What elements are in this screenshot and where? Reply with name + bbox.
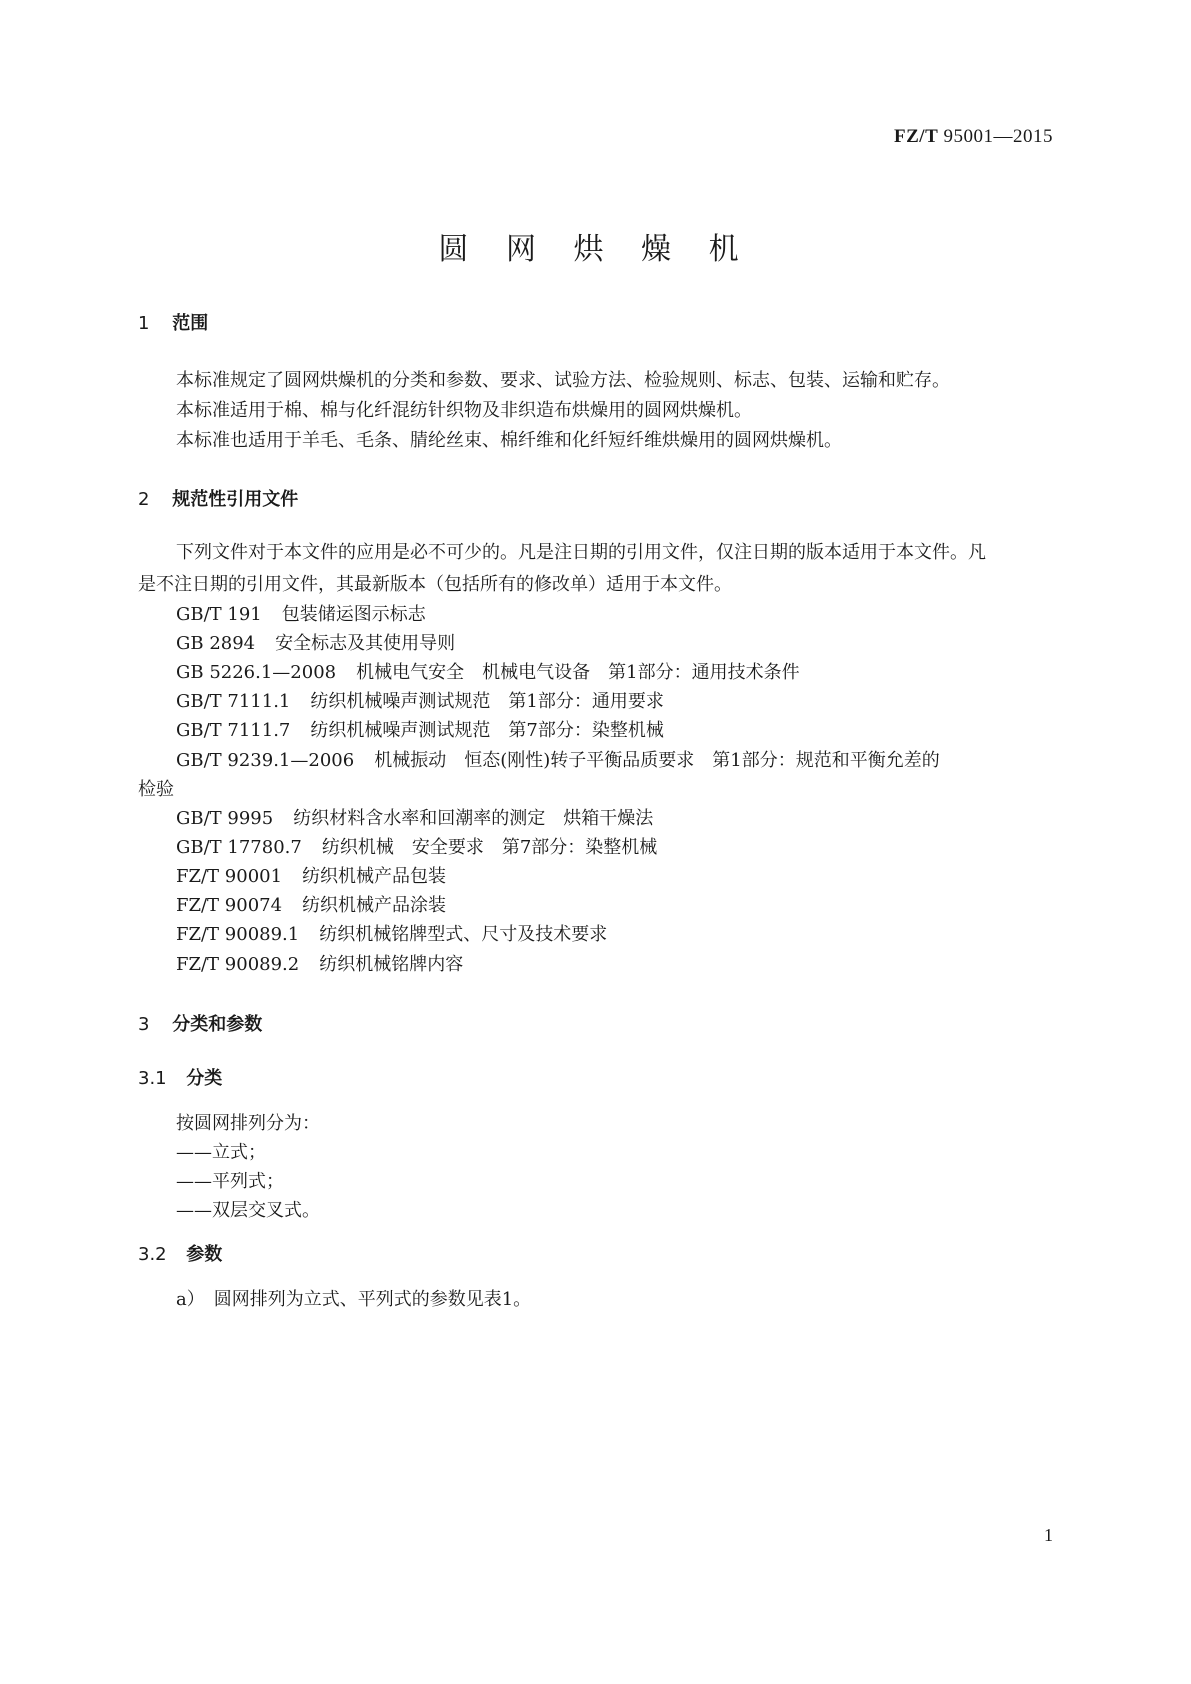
section-title: 参数 [186,1244,223,1265]
reference-item [176,920,607,946]
reference-item [176,687,664,713]
page-number: 1 [1044,1525,1053,1545]
section-number: 3.2 [138,1244,167,1265]
reference-title: 安全标志及其使用导则 [275,633,456,654]
reference-item [176,658,800,684]
reference-code: FZ/T 90089.2 [176,954,300,975]
paragraph: 按圆网排列分为： [176,1113,320,1134]
section-number: 3 [138,1014,150,1035]
reference-title: 纺织材料含水率和回潮率的测定 烘箱干燥法 [293,808,654,829]
reference-continuation: 检验 [138,779,174,800]
paragraph: 本标准规定了圆网烘燥机的分类和参数、要求、试验方法、检验规则、标志、包装、运输和贮存。 [176,370,950,391]
reference-code: FZ/T 90001 [176,866,283,887]
reference-title: 纺织机械铭牌型式、尺寸及技术要求 [319,924,608,945]
reference-title: 纺织机械 安全要求 第7部分：染整机械 [321,837,658,858]
reference-title: 包装储运图示标志 [281,604,426,625]
reference-code: GB/T 17780.7 [176,837,302,858]
reference-title: 纺织机械噪声测试规范 第1部分：通用要求 [310,691,664,712]
reference-code: GB/T 7111.1 [176,691,291,712]
list-item: ——立式； [176,1142,266,1163]
reference-item [176,600,426,626]
reference-code: GB/T 191 [176,604,262,625]
reference-item [176,716,664,742]
reference-code: FZ/T 90074 [176,895,283,916]
section-number: 2 [138,489,150,510]
reference-item [176,950,463,976]
intro-paragraph: 下列文件对于本文件的应用是必不可少的。凡是注日期的引用文件，仅注日期的版本适用于本文件。凡是不注日期的引用文件，其最新版本（包括所有的修改单）适用于本文件。 [138,542,986,595]
reference-item [176,891,446,917]
section-1-heading [138,309,208,335]
section-title: 分类和参数 [172,1014,263,1035]
reference-title: 纺织机械噪声测试规范 第7部分：染整机械 [310,720,664,741]
reference-item [176,804,653,830]
section-title: 范围 [172,313,209,334]
reference-code: GB/T 9239.1—2006 [176,750,355,771]
reference-item [176,833,657,859]
reference-code: GB 5226.1—2008 [176,662,337,683]
document-title: 圆 网 烘 燥 机 [438,232,753,267]
subsection-3-1-heading [138,1064,222,1090]
reference-item [176,746,940,772]
reference-item [176,862,446,888]
reference-code: GB 2894 [176,633,256,654]
reference-code: GB/T 7111.7 [176,720,291,741]
reference-title: 机械电气安全 机械电气设备 第1部分：通用技术条件 [356,662,800,683]
section-number: 1 [138,313,150,334]
paragraph: 本标准也适用于羊毛、毛条、腈纶丝束、棉纤维和化纤短纤维烘燥用的圆网烘燥机。 [176,430,842,451]
section-title: 分类 [186,1068,223,1089]
paragraph: 本标准适用于棉、棉与化纤混纺针织物及非织造布烘燥用的圆网烘燥机。 [176,400,752,421]
reference-code: FZ/T 90089.1 [176,924,300,945]
reference-title: 纺织机械产品涂装 [302,895,447,916]
reference-title: 机械振动 恒态(刚性)转子平衡品质要求 第1部分：规范和平衡允差的 [374,750,940,771]
reference-item [176,629,455,655]
list-item: ——平列式； [176,1171,284,1192]
list-item: ——双层交叉式。 [176,1200,320,1221]
reference-title: 纺织机械铭牌内容 [319,954,464,975]
reference-code: GB/T 9995 [176,808,274,829]
section-number: 3.1 [138,1068,167,1089]
standard-code-number: 95001—2015 [943,126,1053,147]
subsection-3-2-heading [138,1240,222,1266]
standard-code [894,126,1053,148]
list-item: a） 圆网排列为立式、平列式的参数见表1。 [176,1289,532,1310]
reference-title: 纺织机械产品包装 [302,866,447,887]
section-2-heading [138,485,298,511]
section-3-heading [138,1010,262,1036]
section-title: 规范性引用文件 [172,489,299,510]
standard-code-prefix: FZ/T [894,126,939,147]
